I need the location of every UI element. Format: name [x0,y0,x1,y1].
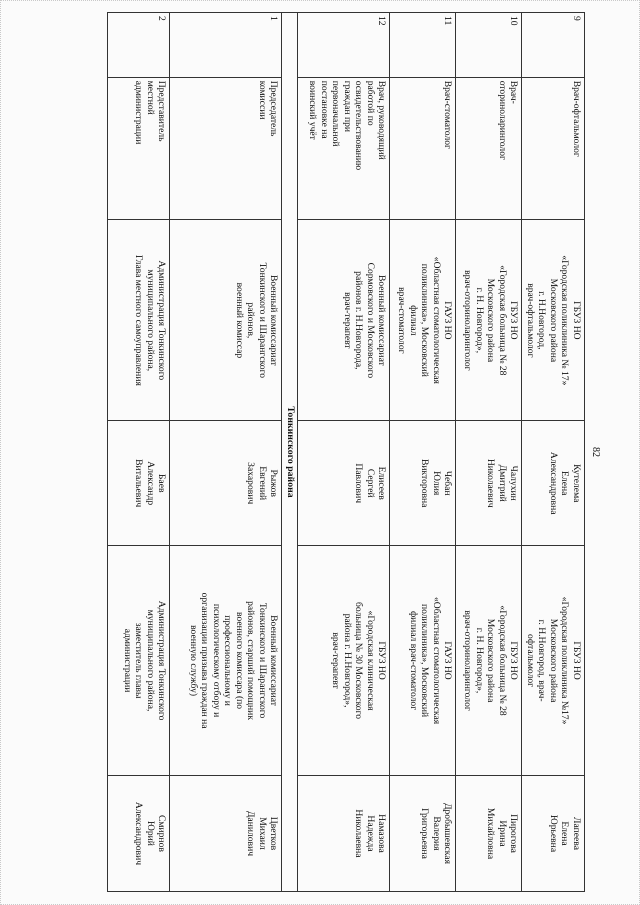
table-row [298,13,390,892]
member-name-cell: Баев Александр Витальевич [108,421,170,546]
reserve-position-cell: ГБУЗ НО «Городская поликлиника №17» Московского района г. Н.Новгород, врач- офтальмолог [522,546,585,776]
section-header-row [282,13,298,892]
member-position-cell: Администрация Тонкинского муниципального района, Глава местного самоуправления [108,220,170,421]
role-cell: Врач-стоматолог [390,77,456,220]
reserve-name-cell: Смирнов Юрий Александрович [108,775,170,891]
section-title: Тонкинского района [282,13,298,892]
reserve-name-cell: Намазова Надежда Николаевна [298,775,390,891]
row-number: 12 [298,13,390,78]
page-number: 82 [590,447,601,457]
reserve-position-cell: Администрация Тонкинского муниципального района, заместитель главы администрации [108,546,170,776]
reserve-position-cell: Военный комиссариат Тонкинского и Шарангского районов, старший помощник военного комиссара (по профессиональному и психологическому отбору и организации призыва граждан на военную службу) [170,546,282,776]
member-name-cell: Елисеев Сергей Павлович [298,421,390,546]
role-cell: Врач, руководящий работой по освидетельствованию граждан при первоначальной постановке на воинский учёт [298,77,390,220]
role-cell: Врач-офтальмолог [522,77,585,220]
row-number: 9 [522,13,585,78]
row-number: 1 [170,13,282,78]
reserve-position-cell: ГАУЗ НО «Областная стоматологическая поликлиника», Московский филиал врач-стоматолог [390,546,456,776]
role-cell: Представитель местной администрации [108,77,170,220]
table-row [522,13,585,892]
reserve-position-cell: ГБУЗ НО «Городская клиническая больница № 30 Московского района г. Н.Новгород», врач-терапевт [298,546,390,776]
role-cell: Врач- оториноларинголог [456,77,522,220]
rotated-content [63,12,603,892]
member-name-cell: Рыжов Евгений Захарович [170,421,282,546]
member-position-cell: ГАУЗ НО «Областная стоматологическая поликлиника», Московский филиал врач-стоматолог [390,220,456,421]
reserve-name-cell: Цветков Михаил Данилович [170,775,282,891]
row-number: 11 [390,13,456,78]
member-position-cell: Военный комиссариат Сормовского и Московского районов г. Н.Новгорода, врач-терапевт [298,220,390,421]
member-position-cell: Военный комиссариат Тонкинского и Шарангского районов, военный комиссар [170,220,282,421]
row-number: 10 [456,13,522,78]
table-row [108,13,170,892]
member-position-cell: ГБУЗ НО «Городская больница № 28 Московского района г. Н. Новгород», врач-оториноларинголог [456,220,522,421]
reserve-name-cell: Дробышевская Валерия Григорьевна [390,775,456,891]
row-number: 2 [108,13,170,78]
reserve-position-cell: ГБУЗ НО «Городская больница № 28 Московского района г. Н. Новгород», врач-оториноларинголог [456,546,522,776]
reserve-name-cell: Пирогова Ирина Михайловна [456,775,522,891]
member-name-cell: Кутелема Елена Александровна [522,421,585,546]
table-row [390,13,456,892]
member-name-cell: Чалухин Дмитрий Николаевич [456,421,522,546]
table-row [170,13,282,892]
commission-table [108,12,586,892]
reserve-name-cell: Лапеева Елена Юрьевна [522,775,585,891]
member-name-cell: Чебан Юлия Викторовна [390,421,456,546]
role-cell: Председатель комиссии [170,77,282,220]
member-position-cell: ГБУЗ НО «Городская поликлиника № 17» Московского района г. Н.Новгород, врач-офтальмолог [522,220,585,421]
table-row [456,13,522,892]
